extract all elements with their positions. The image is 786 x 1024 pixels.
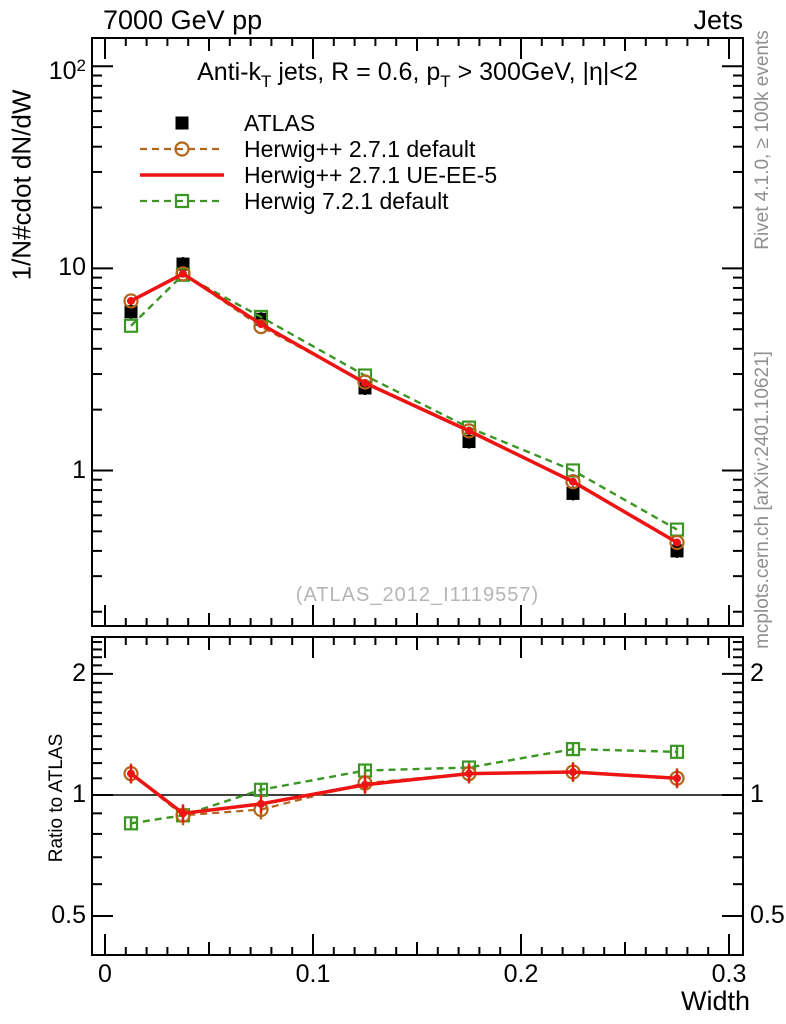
- ratio-y-axis-title: Ratio to ATLAS: [46, 733, 67, 863]
- title-subscript: T: [261, 72, 272, 91]
- x-tick-01: 0.1: [295, 960, 331, 988]
- title-part: Anti-k: [197, 58, 262, 86]
- legend-item-herwig7: [136, 188, 497, 214]
- plot-title: [92, 58, 743, 91]
- ratio-tick-1-left: 1: [72, 780, 86, 808]
- legend-label: Herwig++ 2.7.1 default: [244, 135, 476, 162]
- analysis-id-watermark: (ATLAS_2012_I1119557): [295, 584, 540, 606]
- main-y-axis-title: 1/N#cdot dN/dW: [6, 89, 37, 281]
- legend: [136, 110, 497, 214]
- ratio-tick-2-right: 2: [750, 659, 764, 687]
- title-part: jets, R = 0.6, p: [271, 58, 441, 86]
- ratio-tick-1-right: 1: [750, 780, 764, 808]
- ratio-tick-2-left: 2: [72, 659, 86, 687]
- herwig7-marker-icon: [136, 190, 232, 212]
- legend-label: ATLAS: [244, 109, 316, 136]
- tick-base: 10: [48, 57, 77, 85]
- x-tick-0: 0: [98, 960, 112, 988]
- atlas-marker-icon: [136, 112, 232, 134]
- legend-item-herwig-ueee5: [136, 162, 497, 188]
- herwig-ueee5-marker-icon: [136, 164, 232, 186]
- x-tick-03: 0.3: [711, 960, 747, 988]
- x-axis-title: Width: [680, 986, 750, 1016]
- legend-label: Herwig 7.2.1 default: [244, 187, 449, 214]
- process-label: Jets: [693, 5, 743, 35]
- ratio-tick-05-right: 0.5: [750, 901, 785, 929]
- main-y-tick-100: [0, 53, 86, 84]
- herwig-default-marker-icon: [136, 138, 232, 160]
- main-y-tick-10: 10: [58, 253, 86, 281]
- x-tick-02: 0.2: [503, 960, 539, 988]
- ratio-tick-05-left: 0.5: [51, 901, 86, 929]
- legend-item-atlas: [136, 110, 497, 136]
- mcplots-source-note: mcplots.cern.ch [arXiv:2401.10621]: [752, 351, 773, 649]
- title-part: > 300GeV, |η|<2: [450, 58, 638, 86]
- title-subscript: T: [440, 72, 451, 91]
- main-y-tick-1: 1: [72, 456, 86, 484]
- beam-energy-label: 7000 GeV pp: [103, 5, 263, 35]
- rivet-version-note: Rivet 4.1.0, ≥ 100k events: [752, 30, 773, 250]
- legend-label: Herwig++ 2.7.1 UE-EE-5: [244, 161, 498, 188]
- legend-item-herwig-default: [136, 136, 497, 162]
- tick-exponent: 2: [76, 56, 86, 75]
